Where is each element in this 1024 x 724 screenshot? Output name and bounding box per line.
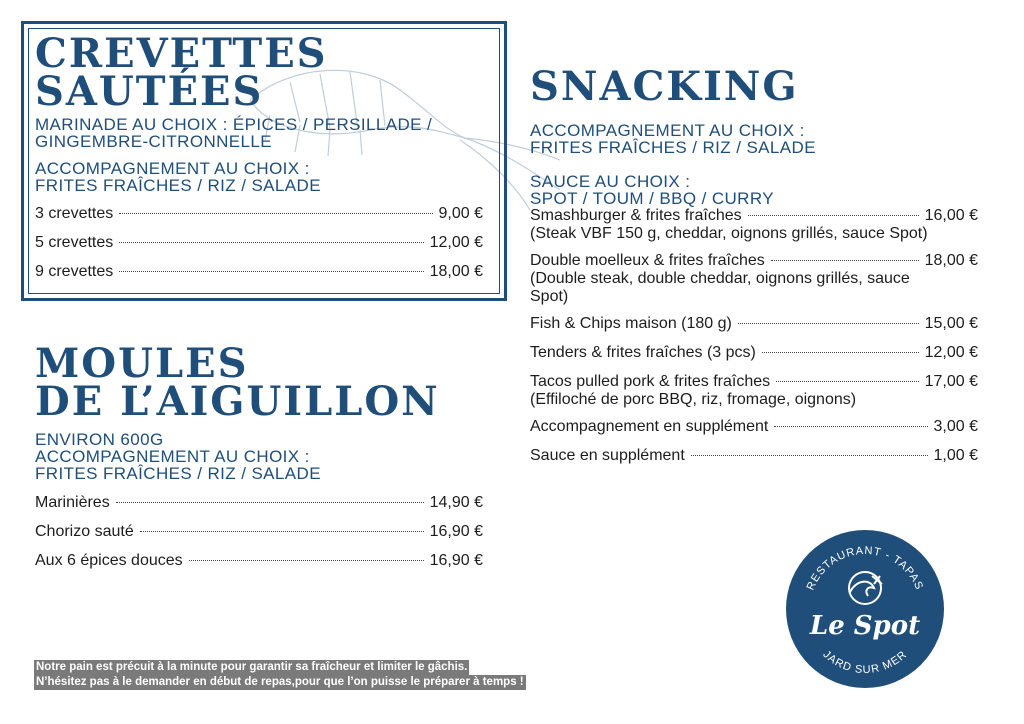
- bread-note: Notre pain est précuit à la minute pour garantir sa fraîcheur et limiter le gâchis. N’hésitez pas à le demander en début de repas,pour que l’on puisse le préparer à temps !: [36, 661, 524, 688]
- logo-bottom-text: JARD SUR MER: [820, 648, 910, 677]
- crevettes-title: CREVETTES SAUTÉES: [35, 30, 328, 115]
- menu-item: 3 crevettes 9,00 €: [35, 205, 483, 222]
- menu-item: Marinières 14,90 €: [35, 494, 483, 511]
- crevettes-list: [35, 205, 483, 292]
- snacking-sauce: SAUCE AU CHOIX : SPOT / TOUM / BBQ / CURRY: [530, 172, 774, 208]
- snacking-accompagnement: ACCOMPAGNEMENT AU CHOIX : FRITES FRAÎCHES / RIZ / SALADE: [530, 121, 816, 157]
- menu-item: Tacos pulled pork & frites fraîches 17,00 €: [530, 373, 978, 390]
- menu-item-description: (Effiloché de porc BBQ, riz, fromage, oignons): [530, 391, 857, 408]
- menu-item-description: (Steak VBF 150 g, cheddar, oignons grillés, sauce Spot): [530, 225, 928, 242]
- crevettes-accompagnement: ACCOMPAGNEMENT AU CHOIX : FRITES FRAÎCHES / RIZ / SALADE: [35, 159, 321, 195]
- moules-list: [35, 494, 483, 581]
- logo-top-text: RESTAURANT - TAPAS: [804, 544, 926, 593]
- le-spot-logo: [784, 528, 946, 690]
- menu-item: Double moelleux & frites fraîches 18,00 €: [530, 252, 978, 269]
- menu-item: Aux 6 épices douces 16,90 €: [35, 552, 483, 569]
- menu-item: Sauce en supplément 1,00 €: [530, 447, 978, 464]
- menu-item-description: (Double steak, double cheddar, oignons grillés, sauce Spot): [530, 270, 910, 305]
- menu-item: Chorizo sauté 16,90 €: [35, 523, 483, 540]
- menu-item: Smashburger & frites fraîches 16,00 €: [530, 207, 978, 224]
- menu-item: Tenders & frites fraîches (3 pcs) 12,00 €: [530, 344, 978, 361]
- snacking-list: [530, 207, 978, 476]
- crevettes-marinade: MARINADE AU CHOIX : ÉPICES / PERSILLADE / GINGEMBRE-CITRONNELLE: [35, 115, 433, 151]
- menu-item: Fish & Chips maison (180 g) 15,00 €: [530, 315, 978, 332]
- menu-item: 5 crevettes 12,00 €: [35, 234, 483, 251]
- menu-item: 9 crevettes 18,00 €: [35, 263, 483, 280]
- snacking-title: SNACKING: [530, 63, 799, 110]
- moules-subtitle: ENVIRON 600G ACCOMPAGNEMENT AU CHOIX : FRITES FRAÎCHES / RIZ / SALADE: [35, 430, 321, 483]
- moules-title: MOULES DE L’AIGUILLON: [35, 340, 440, 425]
- logo-name: Le Spot: [809, 611, 921, 641]
- menu-item: Accompagnement en supplément 3,00 €: [530, 418, 978, 435]
